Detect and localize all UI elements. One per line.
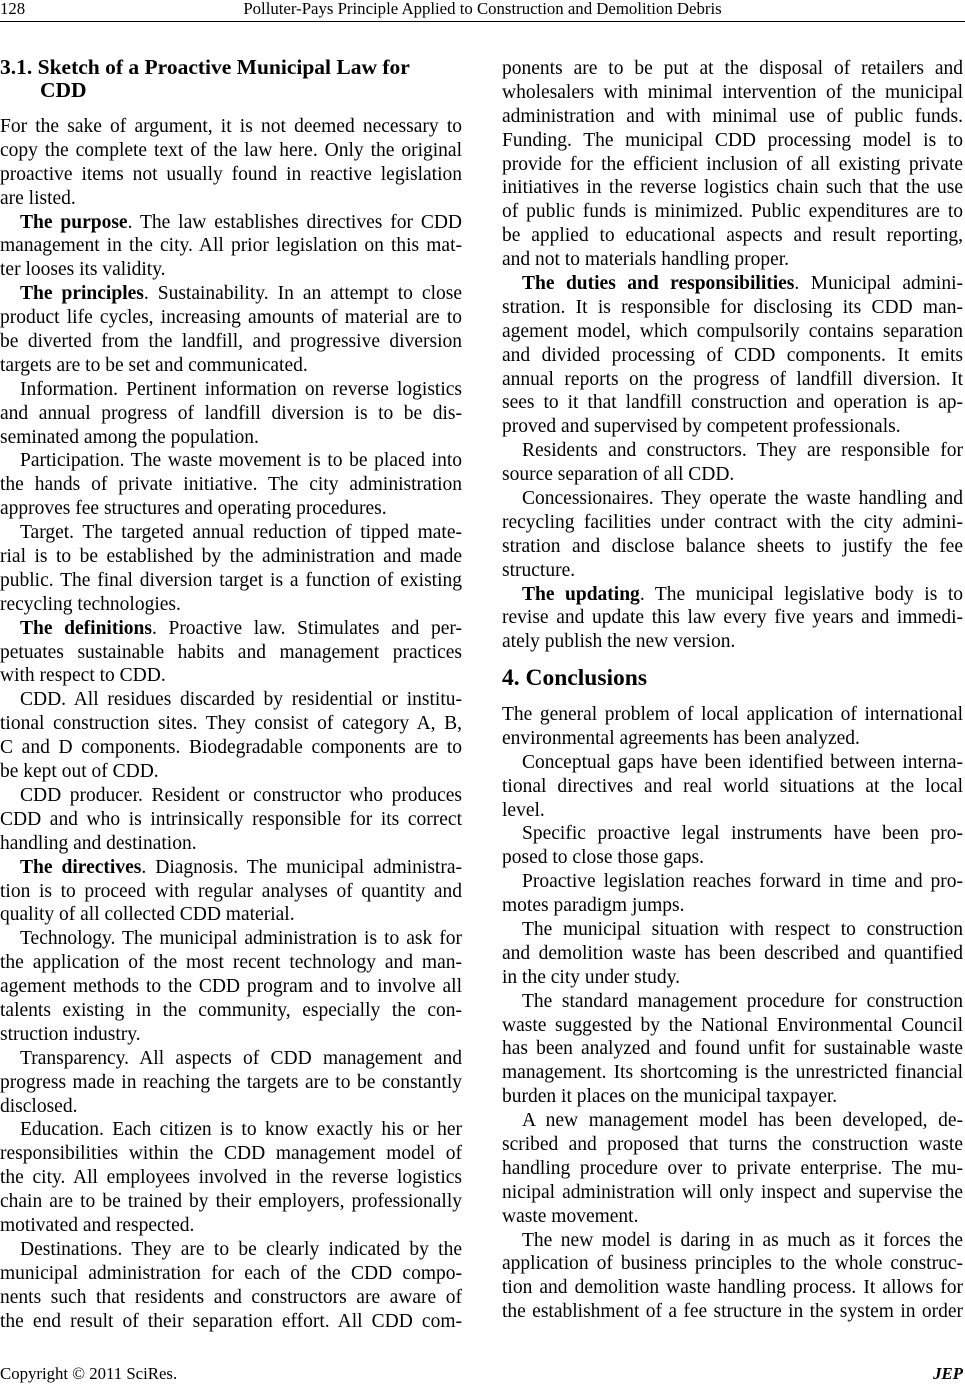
journal-abbreviation: JEP — [933, 1364, 963, 1383]
copyright-notice: Copyright © 2011 SciRes. — [0, 1364, 178, 1383]
text-line — [502, 200, 963, 224]
paragraph — [502, 583, 963, 655]
text-line — [0, 1095, 462, 1119]
text-line — [0, 306, 462, 330]
text-line — [502, 368, 963, 392]
text-line — [0, 1238, 462, 1262]
line-text: Conceptual gaps have been identified between interna- — [522, 751, 963, 773]
run-in-heading: The directives — [20, 856, 142, 878]
text-line — [0, 402, 462, 426]
section-heading-line: CDD — [40, 77, 87, 102]
line-text: tional construction sites. They consist of category A, B, — [0, 713, 462, 735]
line-text: motes paradigm jumps. — [502, 895, 685, 917]
text-line — [502, 799, 963, 823]
line-text: stration and disclose balance sheets to justify the fee — [502, 535, 963, 557]
line-text: CDD and who is intrinsically responsible for its correct — [0, 808, 462, 830]
run-in-heading: The purpose — [20, 211, 128, 233]
text-line — [0, 234, 462, 258]
paragraph — [502, 439, 963, 487]
text-line — [0, 1118, 462, 1142]
line-text: handling and destination. — [0, 832, 197, 854]
text-line — [502, 1061, 963, 1085]
line-text: seminated among the population. — [0, 426, 259, 448]
line-text: proactive items not usually found in reactive legislation — [0, 163, 462, 185]
text-line — [502, 583, 963, 607]
text-line — [502, 129, 963, 153]
line-text: ter looses its validity. — [0, 259, 166, 281]
line-text: responsibilities within the CDD management model of — [0, 1143, 462, 1165]
text-line — [502, 1300, 963, 1324]
text-line — [502, 1229, 963, 1253]
text-line — [502, 727, 963, 751]
line-text: municipal administration for each of the CDD compo- — [0, 1262, 462, 1284]
line-text: waste movement. — [502, 1205, 639, 1227]
paragraph — [0, 521, 462, 617]
line-text: A new management model has been developed, de- — [522, 1110, 963, 1132]
text-line — [0, 139, 462, 163]
line-text: nicipal administration will only inspect and supervise the — [502, 1181, 963, 1203]
text-line — [502, 751, 963, 775]
line-text: application of business principles to the whole construc- — [502, 1253, 963, 1275]
text-line — [502, 1014, 963, 1038]
line-text: stration. It is responsible for disclosing its CDD man- — [502, 296, 963, 318]
text-line — [0, 473, 462, 497]
text-line — [0, 1286, 462, 1310]
run-in-heading: The principles — [20, 283, 144, 305]
line-text: proved and supervised by competent professionals. — [502, 416, 901, 438]
line-text: quality of all collected CDD material. — [0, 904, 295, 926]
line-text: The new model is daring in as much as it forces the — [522, 1229, 963, 1251]
line-text: progress made in reaching the targets are to be constantly — [0, 1071, 462, 1093]
line-text: agement methods to the CDD program and to involve all — [0, 976, 462, 998]
text-line — [502, 1085, 963, 1109]
paragraph — [0, 115, 462, 211]
line-text: initiatives in the reverse logistics chain such that the use — [502, 177, 963, 199]
paragraph — [0, 784, 462, 856]
text-line — [502, 81, 963, 105]
line-text: Transparency. All aspects of CDD management and — [20, 1047, 462, 1069]
text-line — [0, 736, 462, 760]
line-text: tion is to proceed with regular analyses of quantity and — [0, 880, 462, 902]
line-text: has been analyzed and found unfit for sustainable waste — [502, 1038, 963, 1060]
text-line — [502, 1252, 963, 1276]
line-text: . Municipal admini- — [794, 273, 963, 295]
line-text: posed to close those gaps. — [502, 847, 705, 869]
text-line — [0, 784, 462, 808]
text-line — [502, 487, 963, 511]
text-line — [502, 224, 963, 248]
line-text: management. Its shortcoming is the unrestricted financial — [502, 1062, 963, 1084]
conclusions-body — [502, 703, 963, 1324]
line-text: and not to materials handling proper. — [502, 249, 790, 271]
paragraph — [502, 918, 963, 990]
line-text: The standard management procedure for construction — [522, 990, 963, 1012]
text-line — [0, 880, 462, 904]
line-text: nents such that residents and constructors are aware of — [0, 1286, 462, 1308]
text-line — [502, 606, 963, 630]
line-text: C and D components. Biodegradable components are to — [0, 737, 462, 759]
line-text: ately publish the new version. — [502, 631, 736, 653]
paragraph — [502, 751, 963, 823]
text-line — [0, 951, 462, 975]
paragraph — [0, 282, 462, 378]
line-text: management in the city. All prior legislation on this mat- — [0, 235, 462, 257]
paragraph — [502, 272, 963, 439]
line-text: Education. Each citizen is to know exactly his or her — [20, 1119, 462, 1141]
line-text: scribed and proposed that turns the construction waste — [502, 1134, 963, 1156]
text-line — [502, 415, 963, 439]
text-line — [502, 272, 963, 296]
text-line — [0, 449, 462, 473]
text-line — [0, 354, 462, 378]
line-text: the hands of private initiative. The city administration — [0, 474, 462, 496]
line-text: struction industry. — [0, 1023, 141, 1045]
text-line — [502, 1157, 963, 1181]
paragraph — [0, 449, 462, 521]
line-text: petuates sustainable habits and management practices — [0, 641, 462, 663]
line-text: Specific proactive legal instruments have been pro- — [522, 823, 963, 845]
paragraph — [0, 1238, 462, 1334]
text-line — [502, 57, 963, 81]
line-text: agement model, which compulsorily contains separation — [502, 320, 963, 342]
run-in-heading: The definitions — [20, 617, 152, 639]
line-text: Participation. The waste movement is to be placed into — [20, 450, 462, 472]
text-line — [502, 775, 963, 799]
text-line — [502, 105, 963, 129]
right-column-body — [502, 57, 963, 654]
text-line — [502, 344, 963, 368]
line-text: product life cycles, increasing amounts of material are to — [0, 307, 462, 329]
left-column-body — [0, 115, 462, 1333]
text-line — [0, 808, 462, 832]
text-line — [0, 688, 462, 712]
line-text: tion and demolition waste handling process. It allows for — [502, 1277, 963, 1299]
line-text: and annual progress of landfill diversion is to be dis- — [0, 402, 462, 424]
line-text: CDD producer. Resident or constructor who produces — [20, 784, 462, 806]
line-text: . The law establishes directives for CDD — [127, 211, 463, 233]
line-text: rial is to be established by the administration and made — [0, 546, 462, 568]
line-text: The general problem of local application of international — [502, 704, 963, 725]
text-line — [0, 1071, 462, 1095]
line-text: . The municipal legislative body is to — [639, 583, 963, 605]
text-line — [502, 918, 963, 942]
line-text: handling procedure over to private enterprise. The mu- — [502, 1157, 963, 1179]
paragraph — [0, 688, 462, 784]
text-line — [0, 115, 462, 139]
text-line — [0, 641, 462, 665]
text-line — [502, 559, 963, 583]
text-line — [0, 712, 462, 736]
text-line — [502, 176, 963, 200]
line-text: tional directives and real world situations at the local — [502, 775, 963, 797]
line-text: talents existing in the community, especially the con- — [0, 999, 462, 1021]
text-line — [502, 990, 963, 1014]
paragraph — [0, 1047, 462, 1119]
text-line — [502, 153, 963, 177]
section-heading-conclusions: 4. Conclusions — [502, 665, 647, 691]
line-text: burden it places on the municipal taxpayer. — [502, 1086, 838, 1108]
paragraph — [502, 990, 963, 1109]
text-line — [0, 1310, 462, 1334]
line-text: CDD. All residues discarded by residential or institu- — [20, 689, 462, 711]
text-line — [0, 330, 462, 354]
paragraph — [0, 1118, 462, 1237]
run-in-heading: The updating — [522, 583, 640, 605]
text-line — [502, 463, 963, 487]
line-text: The municipal situation with respect to construction — [522, 919, 963, 941]
line-text: recycling technologies. — [0, 593, 181, 615]
line-text: level. — [502, 799, 545, 821]
text-line — [0, 1190, 462, 1214]
text-line — [0, 163, 462, 187]
text-line — [0, 903, 462, 927]
text-line — [502, 822, 963, 846]
text-line — [0, 832, 462, 856]
line-text: administration and with minimal use of public funds. — [502, 105, 963, 127]
line-text: For the sake of argument, it is not deemed necessary to — [0, 116, 462, 137]
paragraph — [502, 1109, 963, 1228]
paragraph — [0, 211, 462, 283]
paragraph — [502, 1229, 963, 1325]
paragraph — [502, 822, 963, 870]
text-line — [502, 248, 963, 272]
line-text: waste suggested by the National Environmental Council — [502, 1014, 963, 1036]
line-text: environmental agreements has been analyzed. — [502, 727, 860, 749]
text-line — [0, 187, 462, 211]
text-line — [0, 593, 462, 617]
line-text: approves fee structures and operating procedures. — [0, 498, 387, 520]
line-text: revise and update this law every five years and immedi- — [502, 607, 963, 629]
line-text: . Diagnosis. The municipal administra- — [141, 856, 462, 878]
line-text: . Proactive law. Stimulates and per- — [151, 617, 462, 639]
line-text: of public funds is minimized. Public expenditures are to — [502, 201, 963, 223]
line-text: the end result of their separation effort. All CDD com- — [0, 1310, 462, 1332]
line-text: Information. Pertinent information on reverse logistics — [20, 378, 462, 400]
run-in-heading: The duties and responsibilities — [522, 273, 795, 295]
text-line — [502, 391, 963, 415]
text-line — [502, 1109, 963, 1133]
text-line — [0, 617, 462, 641]
line-text: Target. The targeted annual reduction of tipped mate- — [20, 522, 462, 544]
text-line — [0, 569, 462, 593]
text-line — [0, 1047, 462, 1071]
text-line — [502, 320, 963, 344]
text-line — [502, 1037, 963, 1061]
text-line — [502, 1133, 963, 1157]
text-line — [0, 1166, 462, 1190]
line-text: be applied to educational aspects and result reporting, — [502, 225, 963, 247]
paragraph — [0, 617, 462, 689]
paragraph — [502, 870, 963, 918]
text-line — [502, 942, 963, 966]
text-line — [502, 1276, 963, 1300]
running-title: Polluter-Pays Principle Applied to Construction and Demolition Debris — [243, 0, 722, 18]
line-text: Funding. The municipal CDD processing model is to — [502, 129, 963, 151]
section-heading-line: 3.1. Sketch of a Proactive Municipal Law for — [0, 54, 410, 79]
paragraph — [502, 487, 963, 583]
text-line — [0, 760, 462, 784]
text-line — [502, 870, 963, 894]
line-text: provide for the efficient inclusion of all existing private — [502, 153, 963, 175]
text-line — [502, 535, 963, 559]
line-text: source separation of all CDD. — [502, 464, 735, 486]
line-text: be diverted from the landfill, and progressive diversion — [0, 331, 462, 353]
text-line — [0, 856, 462, 880]
line-text: . Sustainability. In an attempt to close — [143, 283, 462, 305]
line-text: annual reports on the progress of landfill diversion. It — [502, 368, 963, 390]
text-line — [0, 1262, 462, 1286]
line-text: ponents are to be put at the disposal of retailers and — [502, 58, 963, 79]
paragraph — [0, 856, 462, 928]
text-line — [0, 664, 462, 688]
text-line — [502, 439, 963, 463]
paragraph — [0, 927, 462, 1046]
line-text: Destinations. They are to be clearly indicated by the — [20, 1238, 462, 1260]
text-line — [502, 846, 963, 870]
text-line — [0, 975, 462, 999]
line-text: sees to it that landfill construction and operation is ap- — [502, 392, 963, 414]
line-text: disclosed. — [0, 1095, 78, 1117]
text-line — [0, 545, 462, 569]
line-text: with respect to CDD. — [0, 665, 166, 687]
text-line — [502, 630, 963, 654]
text-line — [502, 1205, 963, 1229]
line-text: the application of the most recent technology and man- — [0, 952, 462, 974]
line-text: motivated and respected. — [0, 1214, 195, 1236]
text-line — [0, 1142, 462, 1166]
text-line — [0, 999, 462, 1023]
line-text: targets are to be set and communicated. — [0, 354, 308, 376]
page-number: 128 — [0, 0, 26, 18]
line-text: and divided processing of CDD components. It emits — [502, 344, 963, 366]
line-text: public. The final diversion target is a function of existing — [0, 569, 462, 591]
text-line — [502, 966, 963, 990]
line-text: the city. All employees involved in the reverse logistics — [0, 1167, 462, 1189]
text-line — [0, 497, 462, 521]
paragraph — [0, 378, 462, 450]
text-line — [0, 927, 462, 951]
paragraph — [502, 57, 963, 272]
text-line — [502, 703, 963, 727]
line-text: be kept out of CDD. — [0, 761, 159, 783]
text-line — [502, 1181, 963, 1205]
line-text: Proactive legislation reaches forward in time and pro- — [522, 871, 963, 893]
line-text: Residents and constructors. They are responsible for — [522, 440, 963, 462]
text-line — [502, 296, 963, 320]
line-text: structure. — [502, 559, 576, 581]
section-heading-3-1 — [0, 56, 462, 102]
text-line — [502, 894, 963, 918]
line-text: chain are to be trained by their employers, professionally — [0, 1191, 462, 1213]
line-text: and demolition waste has been described and quantified — [502, 942, 963, 964]
text-line — [0, 1214, 462, 1238]
text-line — [0, 426, 462, 450]
text-line — [0, 258, 462, 282]
line-text: Technology. The municipal administration is to ask for — [20, 928, 462, 950]
paragraph — [502, 703, 963, 751]
line-text: are listed. — [0, 187, 76, 209]
text-line — [0, 211, 462, 235]
line-text: wholesalers with minimal intervention of the municipal — [502, 81, 963, 103]
text-line — [0, 378, 462, 402]
line-text: copy the complete text of the law here. Only the original — [0, 139, 462, 161]
text-line — [0, 1023, 462, 1047]
line-text: recycling facilities under contract with the city admini- — [502, 511, 963, 533]
header-rule — [0, 21, 965, 22]
text-line — [502, 511, 963, 535]
line-text: Concessionaires. They operate the waste handling and — [522, 488, 963, 510]
line-text: in the city under study. — [502, 966, 680, 988]
text-line — [0, 521, 462, 545]
text-line — [0, 282, 462, 306]
line-text: the establishment of a fee structure in the system in order — [502, 1301, 963, 1323]
